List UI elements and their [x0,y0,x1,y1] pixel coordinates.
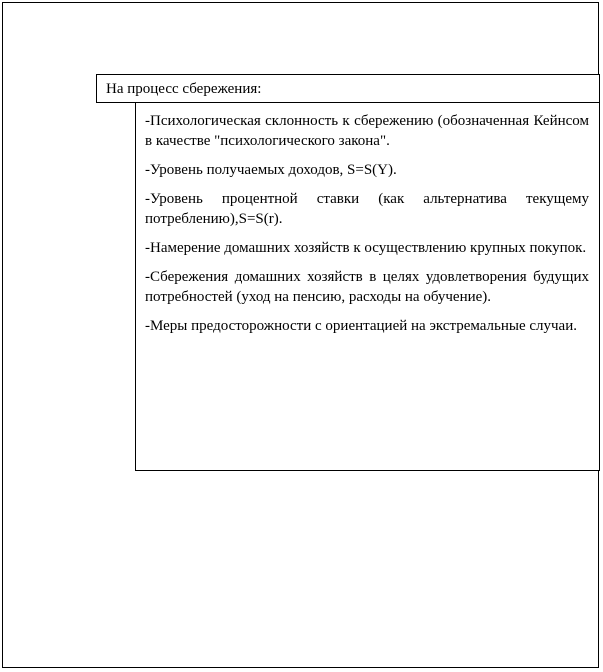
factor-item: -Уровень получаемых доходов, S=S(Y). [145,162,397,178]
factor-item: -Намерение домашних хозяйств к осуществлению крупных покупок. [145,240,587,256]
factor-item: -Меры предосторожности с ориентацией на экстремальные случаи. [145,318,577,334]
factor-item: -Уровень процентной ставки (как альтернатива текущему потреблению),S=S(r). [145,191,589,227]
header-label: На процесс сбережения: [106,81,262,97]
factor-item: -Психологическая склонность к сбережению (обозначенная Кейнсом в качестве "психологического закона". [145,113,589,149]
factor-item: -Сбережения домашних хозяйств в целях удовлетворения будущих потребностей (уход на пенсию, расходы на обучение). [145,269,589,305]
header-box [96,74,600,103]
factors-box [135,102,600,471]
